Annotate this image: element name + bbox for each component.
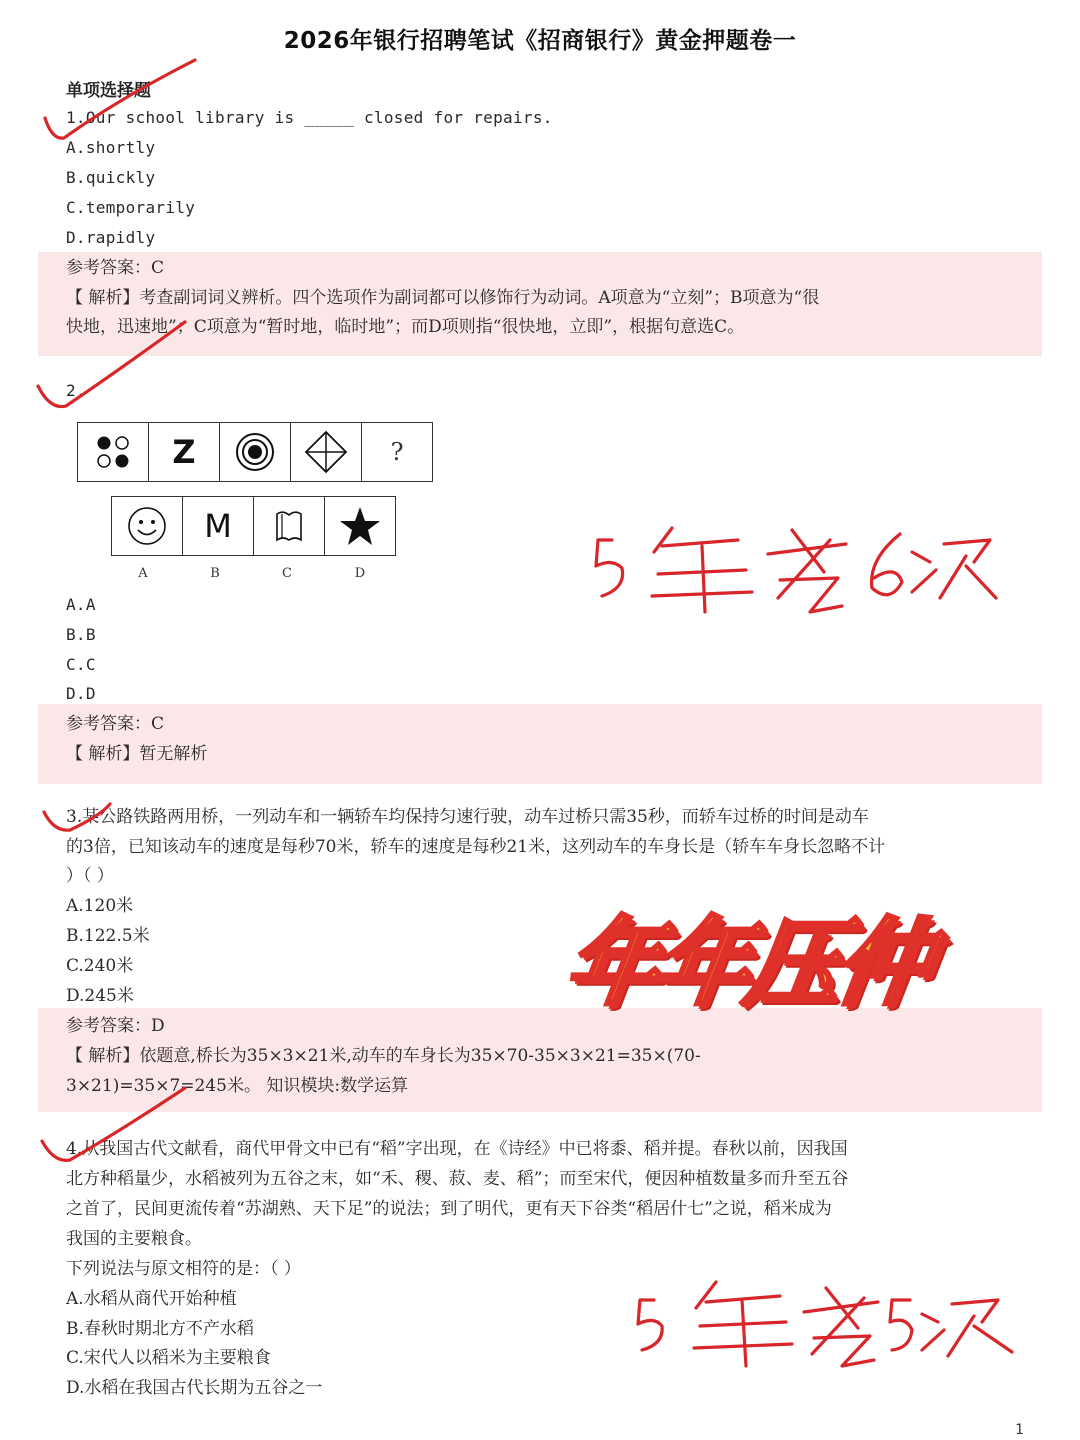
question-1-analysis-line-2: 快地，迅速地”；C项意为“暂时地，临时地”；而D项则指“很快地，立即”，根据句意选C。 — [66, 317, 745, 337]
m-letter: M — [204, 507, 232, 545]
question-3-option-c: C.240米 — [66, 956, 134, 976]
handwriting-5-exams-6-times — [596, 528, 996, 612]
section-heading: 单项选择题 — [66, 81, 151, 101]
handwriting-5-exams-5-times — [638, 1282, 1012, 1366]
page-title: 2026年银行招聘笔试《招商银行》黄金押题卷一 — [283, 28, 797, 54]
question-1-option-c: C.temporarily — [66, 198, 196, 217]
z-letter: Z — [172, 433, 196, 471]
question-4-stem-line-2: 北方种稻量少，水稻被列为五谷之末，如“禾、稷、菽、麦、稻”；而至宋代，便因种植数量多而升至五谷 — [66, 1169, 849, 1189]
question-3-option-b: B.122.5米 — [66, 926, 150, 946]
check-mark-3 — [44, 804, 110, 830]
question-4-stem-line-1: 4.从我国古代文献看，商代甲骨文中已有“稻”字出现，在《诗经》中已将黍、稻并提。春秋以前，因我国 — [66, 1139, 848, 1159]
question-2-label-d: D — [354, 566, 366, 581]
question-4-stem-line-3: 之首了，民间更流传着“苏湖熟、天下足”的说法；到了明代，更有天下谷类“稻居什七”之说，稻米成为 — [66, 1199, 832, 1219]
question-4-option-b: B.春秋时期北方不产水稻 — [66, 1319, 254, 1339]
question-1-option-a: A.shortly — [66, 138, 156, 157]
question-3-answer: 参考答案：D — [66, 1016, 165, 1036]
question-2-answer: 参考答案：C — [66, 714, 165, 734]
question-3-stem-line-2: 的3倍，已知该动车的速度是每秒70米，轿车的速度是每秒21米，这列动车的车身长是（轿车车身长忽略不计 — [66, 837, 886, 857]
question-1-option-d: D.rapidly — [66, 228, 156, 247]
question-1-option-b: B.quickly — [66, 168, 156, 187]
question-2-option-a: A.A — [66, 595, 96, 614]
question-4-option-a: A.水稻从商代开始种植 — [66, 1289, 237, 1309]
question-4-option-d: D.水稻在我国古代长期为五谷之一 — [66, 1378, 323, 1398]
question-2-option-d: D.D — [66, 684, 96, 703]
sticker-badge: 年年压仲 — [558, 907, 934, 1019]
question-1-stem: 1.Our school library is _____ closed for repairs. — [66, 108, 553, 127]
question-2-label-b: B — [210, 566, 220, 581]
question-2-label-a: A — [138, 566, 148, 581]
question-4-prompt: 下列说法与原文相符的是：（ ） — [66, 1259, 301, 1279]
check-mark-2 — [38, 322, 185, 407]
page-number: 1 — [1015, 1422, 1024, 1438]
question-3-stem-line-3: ）（ ） — [66, 866, 114, 886]
question-3-option-a: A.120米 — [66, 896, 134, 916]
check-mark-1 — [45, 60, 195, 138]
question-3-option-d: D.245米 — [66, 986, 134, 1006]
question-2-option-c: C.C — [66, 655, 96, 674]
question-3-stem-line-1: 3.某公路铁路两用桥，一列动车和一辆轿车均保持匀速行驶，动车过桥只需35秒，而轿车过桥的时间是动车 — [66, 807, 869, 827]
check-mark-4 — [42, 1088, 185, 1160]
question-mark: ? — [390, 438, 404, 466]
question-2-analysis: 【 解析】暂无解析 — [66, 744, 208, 764]
question-1-analysis-line-1: 【 解析】考查副词词义辨析。四个选项作为副词都可以修饰行为动词。A项意为“立刻”；B项意为“很 — [66, 288, 820, 308]
question-2-stem: 2. — [66, 381, 86, 400]
question-3-analysis-line-1: 【 解析】依题意,桥长为35×3×21米,动车的车身长为35×70-35×3×21=35×(70- — [66, 1046, 701, 1066]
question-2-label-c: C — [282, 566, 292, 581]
question-4-stem-line-4: 我国的主要粮食。 — [66, 1229, 202, 1249]
question-3-analysis-line-2: 3×21)=35×7=245米。 知识模块:数学运算 — [66, 1076, 409, 1096]
question-1-answer: 参考答案：C — [66, 258, 165, 278]
question-4-option-c: C.宋代人以稻米为主要粮食 — [66, 1348, 271, 1368]
question-2-option-b: B.B — [66, 625, 96, 644]
